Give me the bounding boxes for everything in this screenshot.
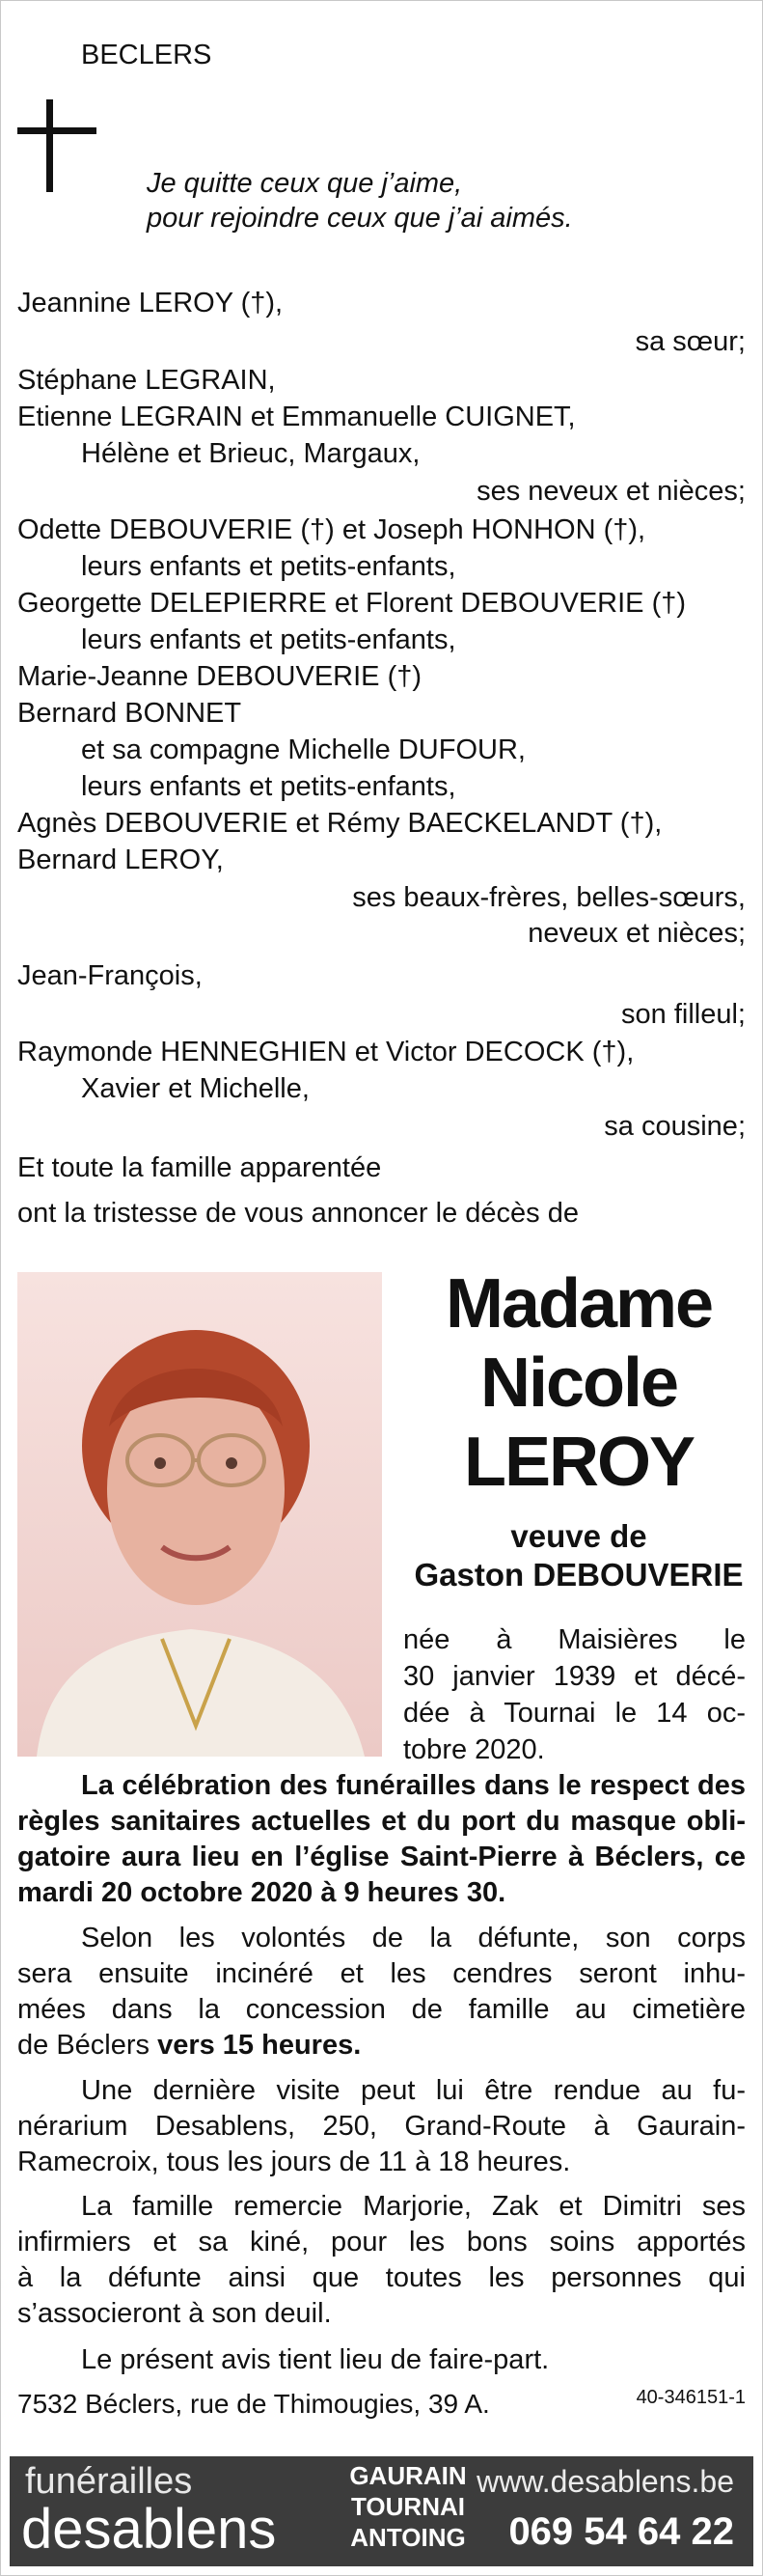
birth-line: tobre 2020. bbox=[403, 1734, 545, 1765]
ceremony-line: gatoire aura lieu en l’église Saint-Pierre à Béclers, ce bbox=[17, 1842, 746, 1872]
town-name: TOURNAI bbox=[351, 2492, 465, 2521]
deceased-title: Madame bbox=[445, 1265, 713, 1343]
town-name: ANTOING bbox=[350, 2523, 466, 2552]
cremation-line: mées dans la concession de famille au cimetière bbox=[17, 1994, 746, 2025]
thanks-line: à la défunte ainsi que toutes les personnes qui bbox=[17, 2262, 746, 2293]
ceremony-line: La célébration des funérailles dans le respect des bbox=[81, 1770, 746, 1801]
branch-towns bbox=[316, 2460, 500, 2553]
website-link[interactable]: www.desablens.be bbox=[477, 2464, 734, 2499]
family-line: Georgette DELEPIERRE et Florent DEBOUVERIE (†) bbox=[17, 588, 687, 619]
family-line: Jeannine LEROY (†), bbox=[17, 288, 284, 319]
family-line: et sa compagne Michelle DUFOUR, bbox=[81, 734, 526, 765]
notice-line: Le présent avis tient lieu de faire-part. bbox=[81, 2344, 550, 2375]
visit-line: Une dernière visite peut lui être rendue au fu- bbox=[81, 2075, 746, 2106]
ceremony-line: règles sanitaires actuelles et du port du masque obli- bbox=[17, 1806, 746, 1837]
deceased-first-name: Nicole bbox=[479, 1344, 678, 1422]
address-line: 7532 Béclers, rue de Thimougies, 39 A. bbox=[17, 2389, 490, 2419]
family-line: leurs enfants et petits-enfants, bbox=[81, 551, 456, 582]
deceased-name bbox=[405, 1264, 752, 1502]
visit-paragraph bbox=[17, 2073, 746, 2180]
ceremony-paragraph bbox=[17, 1768, 746, 1911]
family-line: Etienne LEGRAIN et Emmanuelle CUIGNET, bbox=[17, 402, 576, 432]
family-relation: ses beaux-frères, belles-sœurs, bbox=[352, 882, 746, 913]
visit-line: Ramecroix, tous les jours de 11 à 18 heures. bbox=[17, 2147, 571, 2177]
phone-number: 069 54 64 22 bbox=[508, 2510, 734, 2553]
place-heading: BECLERS bbox=[81, 40, 212, 70]
family-line: Et toute la famille apparentée bbox=[17, 1152, 382, 1183]
cremation-time: vers 15 heures. bbox=[157, 2030, 362, 2061]
cross-icon bbox=[17, 99, 96, 192]
cremation-line bbox=[17, 2028, 746, 2064]
family-relation: neveux et nièces; bbox=[528, 918, 746, 949]
cremation-line-text: de Béclers bbox=[17, 2030, 158, 2061]
epigraph-line: pour rejoindre ceux que j’ai aimés. bbox=[147, 203, 573, 234]
widow-of bbox=[405, 1517, 752, 1594]
family-relation: ses neveux et nièces; bbox=[477, 476, 746, 507]
family-line: Jean-François, bbox=[17, 960, 203, 991]
family-line: Stéphane LEGRAIN, bbox=[17, 365, 276, 396]
widow-spouse: Gaston DEBOUVERIE bbox=[414, 1557, 744, 1593]
family-line: Odette DEBOUVERIE (†) et Joseph HONHON (†), bbox=[17, 514, 646, 545]
thanks-line: La famille remercie Marjorie, Zak et Dimitri ses bbox=[81, 2191, 746, 2222]
family-line: Hélène et Brieuc, Margaux, bbox=[81, 438, 421, 469]
announcement-line: ont la tristesse de vous annoncer le décès de bbox=[17, 1198, 579, 1229]
family-line: Marie-Jeanne DEBOUVERIE (†) bbox=[17, 661, 422, 692]
town-name: GAURAIN bbox=[349, 2461, 467, 2490]
family-relation: sa cousine; bbox=[604, 1111, 746, 1142]
cremation-line: Selon les volontés de la défunte, son corps bbox=[81, 1923, 746, 1953]
cremation-line: sera ensuite incinéré et les cendres seront inhu- bbox=[17, 1958, 746, 1989]
cremation-paragraph bbox=[17, 1921, 746, 2064]
reference-number: 40-346151-1 bbox=[636, 2387, 746, 2408]
family-line: Bernard LEROY, bbox=[17, 845, 224, 875]
thanks-paragraph bbox=[17, 2189, 746, 2332]
epigraph bbox=[147, 166, 573, 235]
family-line: Bernard BONNET bbox=[17, 698, 242, 729]
birth-line: dée à Tournai le 14 oc- bbox=[403, 1698, 746, 1729]
family-line: leurs enfants et petits-enfants, bbox=[81, 771, 456, 802]
brand-tagline: funérailles bbox=[25, 2461, 193, 2502]
birth-death-info bbox=[403, 1621, 746, 1768]
family-line: Agnès DEBOUVERIE et Rémy BAECKELANDT (†), bbox=[17, 808, 663, 839]
widow-label: veuve de bbox=[510, 1518, 647, 1554]
birth-line: née à Maisières le bbox=[403, 1624, 746, 1655]
thanks-line: s’associeront à son deuil. bbox=[17, 2298, 332, 2329]
thanks-line: infirmiers et sa kiné, pour les bons soins apportés bbox=[17, 2227, 746, 2257]
funeral-home-banner bbox=[10, 2456, 753, 2566]
birth-line: 30 janvier 1939 et décé- bbox=[403, 1661, 746, 1692]
deceased-last-name: LEROY bbox=[463, 1424, 695, 1501]
brand-name: desablens bbox=[21, 2498, 277, 2561]
ceremony-line: mardi 20 octobre 2020 à 9 heures 30. bbox=[17, 1877, 506, 1908]
portrait-photo bbox=[17, 1272, 382, 1757]
visit-line: nérarium Desablens, 250, Grand-Route à Gaurain- bbox=[17, 2111, 746, 2142]
family-relation: sa sœur; bbox=[635, 326, 746, 357]
epigraph-line: Je quitte ceux que j’aime, bbox=[147, 168, 463, 199]
family-line: leurs enfants et petits-enfants, bbox=[81, 624, 456, 655]
family-line: Xavier et Michelle, bbox=[81, 1073, 310, 1104]
family-line: Raymonde HENNEGHIEN et Victor DECOCK (†), bbox=[17, 1037, 635, 1067]
family-relation: son filleul; bbox=[621, 999, 746, 1030]
